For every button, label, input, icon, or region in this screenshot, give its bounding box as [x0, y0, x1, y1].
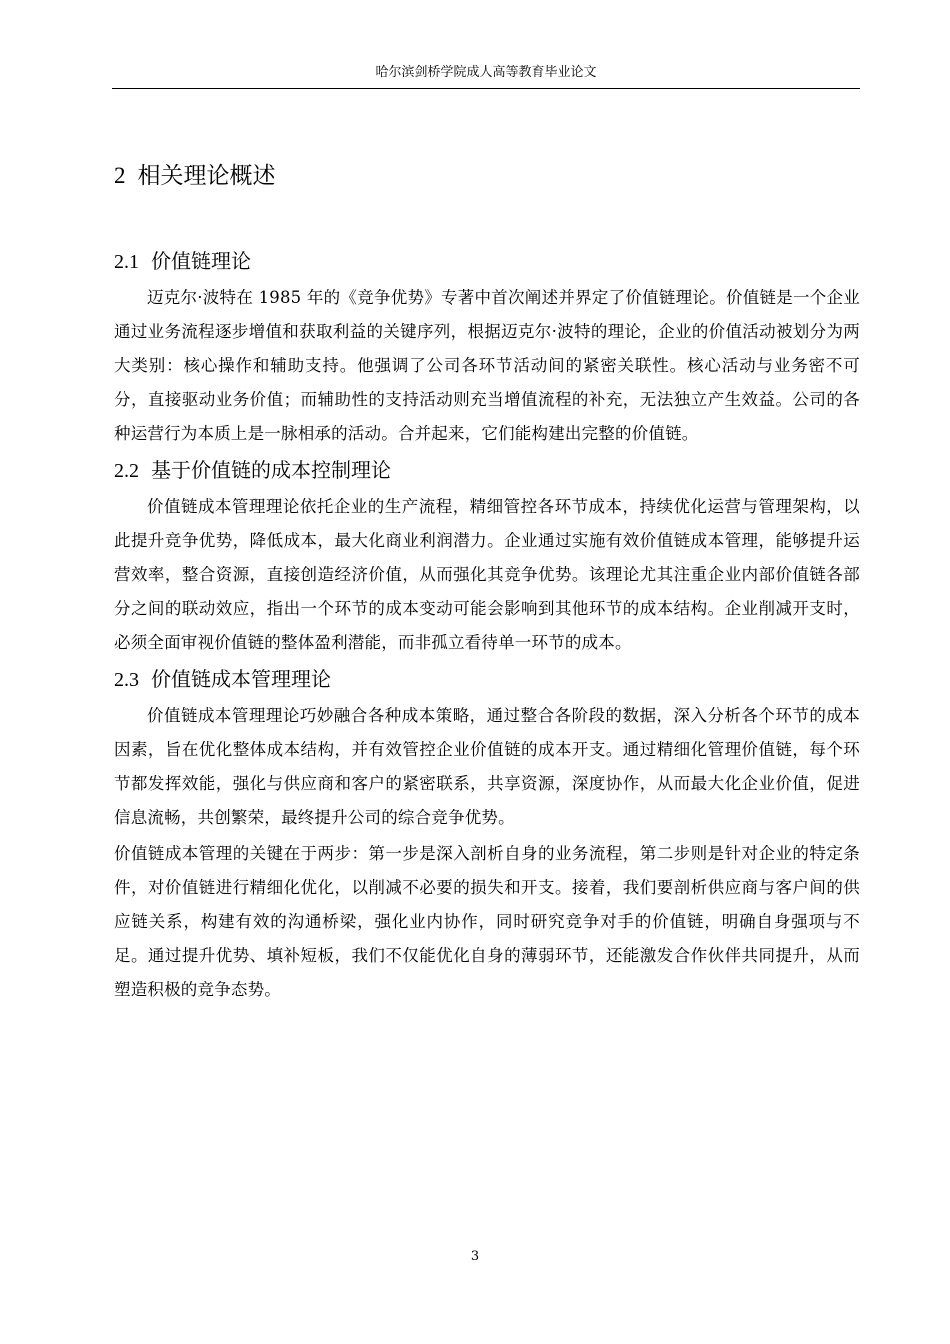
chapter-heading	[114, 158, 860, 194]
section-title: 价值链成本管理理论	[151, 667, 331, 691]
section-heading-2-3	[114, 662, 860, 697]
paragraph-2-3b: 价值链成本管理的关键在于两步：第一步是深入剖析自身的业务流程，第二步则是针对企业的特定条件，对价值链进行精细化优化，以削减不必要的损失和开支。接着，我们要剖析供应商与客户间的供应链关系，构建有效的沟通桥梁，强化业内协作，同时研究竞争对手的价值链，明确自身强项与不足。通过提升优势、填补短板，我们不仅能优化自身的薄弱环节，还能激发合作伙伴共同提升，从而塑造积极的竞争态势。	[114, 844, 860, 999]
chapter-title: 相关理论概述	[137, 163, 276, 189]
section-number: 2.1	[114, 251, 139, 273]
header-rule	[112, 88, 860, 89]
section-title: 基于价值链的成本控制理论	[151, 458, 391, 482]
section-title: 价值链理论	[151, 249, 251, 273]
page-number: 3	[470, 1249, 480, 1264]
section-heading-2-1	[114, 244, 860, 279]
paragraph-2-3a: 价值链成本管理理论巧妙融合各种成本策略，通过整合各阶段的数据，深入分析各个环节的成本因素，旨在优化整体成本结构，并有效管控企业价值链的成本开支。通过精细化管理价值链，每个环节都发挥效能，强化与供应商和客户的紧密联系，共享资源，深度协作，从而最大化企业价值，促进信息流畅，共创繁荣，最终提升公司的综合竞争优势。	[114, 706, 860, 827]
running-header: 哈尔滨剑桥学院成人高等教育毕业论文	[375, 65, 597, 80]
paragraph-2-1: 迈克尔·波特在 1985 年的《竞争优势》专著中首次阐述并界定了价值链理论。价值链是一个企业通过业务流程逐步增值和获取利益的关键序列，根据迈克尔·波特的理论，企业的价值活动被划分为两大类别：核心操作和辅助支持。他强调了公司各环节活动间的紧密关联性。核心活动与业务密不可分，直接驱动业务价值；而辅助性的支持活动则充当增值流程的补充，无法独立产生效益。公司的各种运营行为本质上是一脉相承的活动。合并起来，它们能构建出完整的价值链。	[114, 288, 860, 443]
paragraph-2-2: 价值链成本管理理论依托企业的生产流程，精细管控各环节成本，持续优化运营与管理架构，以此提升竞争优势，降低成本，最大化商业利润潜力。企业通过实施有效价值链成本管理，能够提升运营效率，整合资源，直接创造经济价值，从而强化其竞争优势。该理论尤其注重企业内部价值链各部分之间的联动效应，指出一个环节的成本变动可能会影响到其他环节的成本结构。企业削减开支时，必须全面审视价值链的整体盈利潜能，而非孤立看待单一环节的成本。	[114, 497, 860, 652]
chapter-number: 2	[114, 163, 126, 188]
main-content	[114, 158, 860, 1009]
section-number: 2.3	[114, 669, 139, 691]
section-heading-2-2	[114, 453, 860, 488]
section-number: 2.2	[114, 460, 139, 482]
